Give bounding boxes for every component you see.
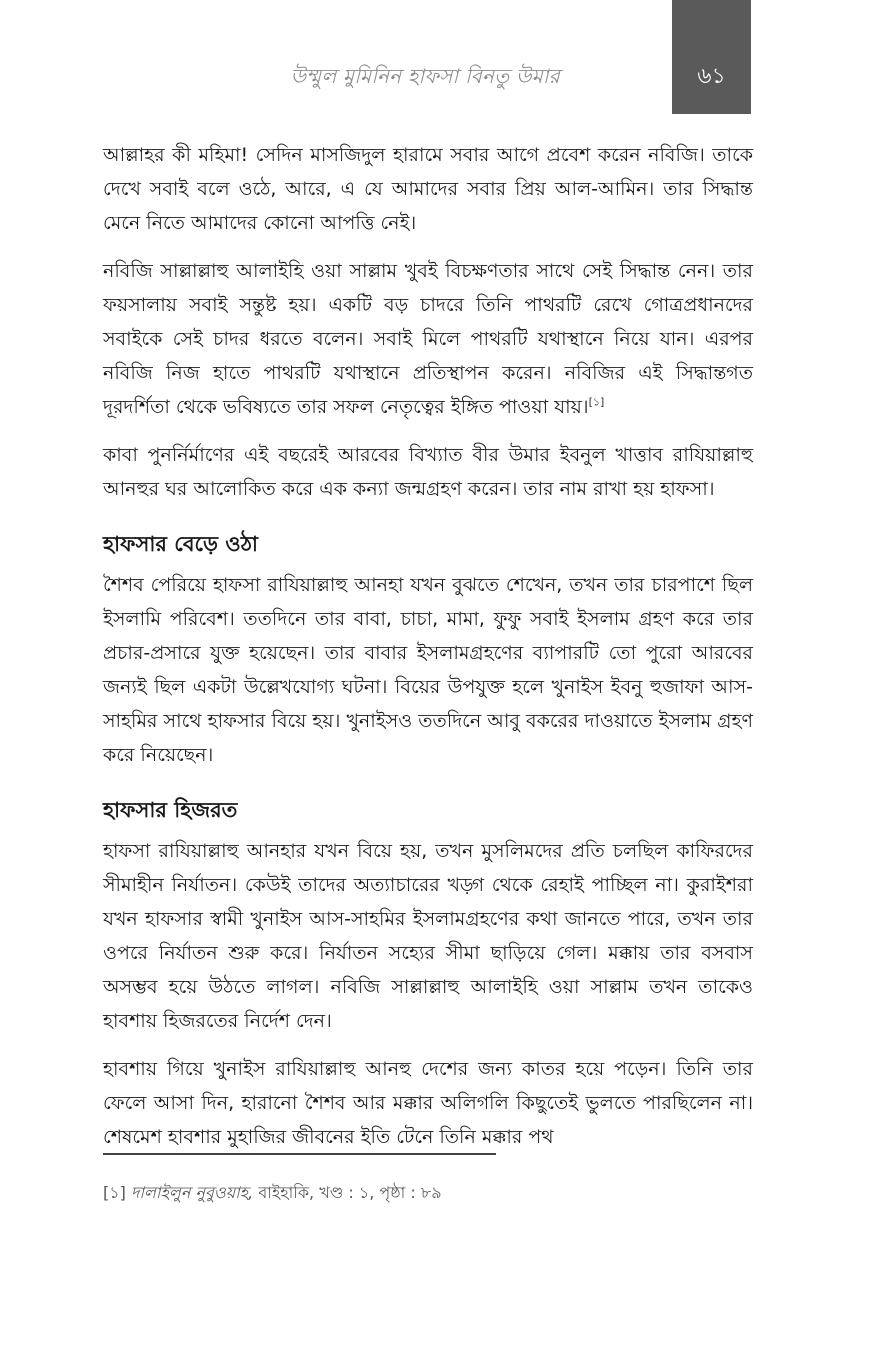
page-number-tab <box>672 0 751 114</box>
page-body <box>103 138 753 1168</box>
footnote-reference[interactable]: [১] <box>588 395 605 409</box>
paragraph-5: হাফসা রাযিয়াল্লাহু আনহার যখন বিয়ে হয়, তখন মুসলিমদের প্রতি চলছিল কাফিরদের সীমাহীন নির্যাতন। কেউই তাদের অত্যাচারের খড়্গ থেকে রেহাই পাচ্ছিল না। কুরাইশরা যখন হাফসার স্বামী খুনাইস আস-সাহমির ইসলামগ্রহণের কথা জানতে পারে, তখন তার ওপরে নির্যাতন শুরু করে। নির্যাতন সহ্যের সীমা ছাড়িয়ে গেল। মক্কায় তার বসবাস অসম্ভব হয়ে উঠতে লাগল। নবিজি সাল্লাল্লাহু আলাইহি ওয়া সাল্লাম তখন তাকেও হাবশায় হিজরতের নির্দেশ দেন। <box>103 840 753 1032</box>
footnote-source-title: দালাইলুন নুবুওয়াহ, <box>130 1183 254 1202</box>
paragraph-2-text: নবিজি সাল্লাল্লাহু আলাইহি ওয়া সাল্লাম খুবই বিচক্ষণতার সাথে সেই সিদ্ধান্ত নেন। তার ফয়সালায় সবাই সন্তুষ্ট হয়। একটি বড় চাদরে তিনি পাথরটি রেখে গোত্রপ্রধানদের সবাইকে সেই চাদর ধরতে বলেন। সবাই মিলে পাথরটি যথাস্থানে নিয়ে যান। এরপর নবিজি নিজ হাতে পাথরটি যথাস্থানে প্রতিস্থাপন করেন। নবিজির এই সিদ্ধান্তগত দূরদর্শিতা থেকে ভবিষ্যতে তার সফল নেতৃত্বের ইঙ্গিত পাওয়া যায়। <box>103 260 753 418</box>
paragraph-3: কাবা পুনর্নির্মাণের এই বছরেই আরবের বিখ্যাত বীর উমার ইবনুল খাত্তাব রাযিয়াল্লাহু আনহুর ঘর আলোকিত করে এক কন্যা জন্মগ্রহণ করেন। তার নাম রাখা হয় হাফসা। <box>103 444 753 500</box>
paragraph-6: হাবশায় গিয়ে খুনাইস রাযিয়াল্লাহু আনহু দেশের জন্য কাতর হয়ে পড়েন। তিনি তার ফেলে আসা দিন, হারানো শৈশব আর মক্কার অলিগলি কিছুতেই ভুলতে পারছিলেন না। শেষমেশ হাবশার মুহাজির জীবনের ইতি টেনে তিনি মক্কার পথ <box>103 1058 753 1148</box>
footnote-marker: [১] <box>103 1183 126 1202</box>
paragraph-1: আল্লাহর কী মহিমা! সেদিন মাসজিদুল হারামে সবার আগে প্রবেশ করেন নবিজি। তাকে দেখে সবাই বলে ওঠে, আরে, এ যে আমাদের সবার প্রিয় আল-আমিন। তার সিদ্ধান্ত মেনে নিতে আমাদের কোনো আপত্তি নেই। <box>103 144 753 234</box>
paragraph-2 <box>103 254 753 424</box>
section-heading-1: হাফসার বেড়ে ওঠা <box>103 532 259 556</box>
footnote <box>103 1180 753 1206</box>
section-heading-2: হাফসার হিজরত <box>103 798 238 822</box>
footnote-divider <box>103 1153 496 1155</box>
running-title: উম্মুল মুমিনিন হাফসা বিনতু উমার <box>290 64 560 88</box>
footnote-citation: বাইহাকি, খণ্ড : ১, পৃষ্ঠা : ৮৯ <box>258 1183 442 1202</box>
paragraph-4: শৈশব পেরিয়ে হাফসা রাযিয়াল্লাহু আনহা যখন বুঝতে শেখেন, তখন তার চারপাশে ছিল ইসলামি পরিবেশ। ততদিনে তার বাবা, চাচা, মামা, ফুফু সবাই ইসলাম গ্রহণ করে তার প্রচার-প্রসারে যুক্ত হয়েছেন। তার বাবার ইসলামগ্রহণের ব্যাপারটি তো পুরো আরবের জন্যই ছিল একটা উল্লেখযোগ্য ঘটনা। বিয়ের উপযুক্ত হলে খুনাইস ইবনু হুজাফা আস-সাহমির সাথে হাফসার বিয়ে হয়। খুনাইসও ততদিনে আবু বকরের দাওয়াতে ইসলাম গ্রহণ করে নিয়েছেন। <box>103 574 753 766</box>
page-number: ৬১ <box>697 64 726 89</box>
